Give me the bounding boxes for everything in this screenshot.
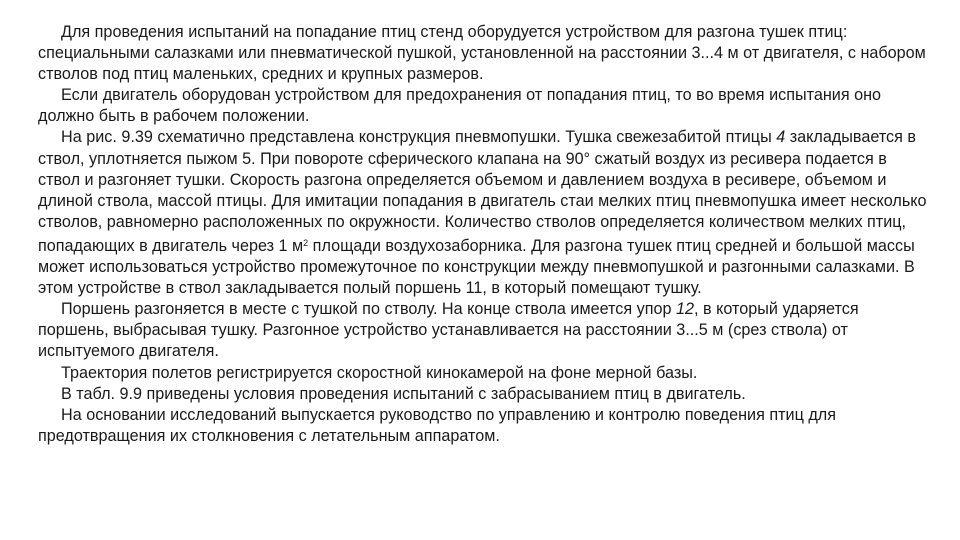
- superscript-2: 2: [303, 237, 309, 248]
- text-segment: площади воздухозаборника. Для разгона тушек птиц средней и большой массы может использоваться устройство промежуточное по конструкции между пневмопушкой и разгонными салазками. В этом устройстве в ствол закладывается полый поршень 11, в который помещают тушку.: [38, 236, 915, 298]
- document-body: [38, 22, 928, 447]
- text-segment: , в который ударяется поршень, выбрасывая тушку. Разгонное устройство устанавливается на расстоянии 3...5 м (срез ствола) от испытуемого двигателя.: [38, 300, 859, 361]
- text-segment: закладывается в ствол, уплотняется пыжом 5. При повороте сферического клапана на 90° сжатый воздух из ресивера подается в ствол и разгоняет тушки. Скорость разгона определяется объемом и давлением воздуха в ресивере, объемом и длиной ствола, массой птицы. Для имитации попадания в двигатель стаи мелких птиц пневмопушка имеет несколько стволов, равномерно расположенных по окружности. Количество стволов определяется количеством мелких птиц, попадающих в двигатель через 1 м: [38, 128, 927, 255]
- paragraph-pneumatic-gun: [38, 127, 928, 299]
- paragraph-guidance: На основании исследований выпускается руководство по управлению и контролю поведения птиц для предотвращения их столкновения с летательным аппаратом.: [38, 405, 836, 445]
- paragraph-bird-launch-device: Для проведения испытаний на попадание птиц стенд оборудуется устройством для разгона тушек птиц: специальными салазками или пневматической пушкой, установленной на расстоянии 3...4 м от двигателя, с набором стволов под птиц маленьких, средних и крупных размеров.: [38, 23, 926, 84]
- paragraph-table-reference: В табл. 9.9 приведены условия проведения испытаний с забрасыванием птиц в двигатель.: [61, 384, 746, 403]
- paragraph-protection-device: Если двигатель оборудован устройством для предохранения от попадания птиц, то во время испытания оно должно быть в рабочем положении.: [38, 86, 882, 126]
- paragraph-trajectory: Траектория полетов регистрируется скоростной кинокамерой на фоне мерной базы.: [61, 363, 698, 382]
- part-number-12: 12: [676, 300, 695, 319]
- part-number-4: 4: [776, 128, 786, 147]
- text-segment: На рис. 9.39 схематично представлена конструкция пневмопушки. Тушка свежезабитой птицы: [61, 128, 777, 147]
- text-segment: Поршень разгоняется в месте с тушкой по стволу. На конце ствола имеется упор: [61, 300, 677, 319]
- paragraph-piston: [38, 299, 928, 362]
